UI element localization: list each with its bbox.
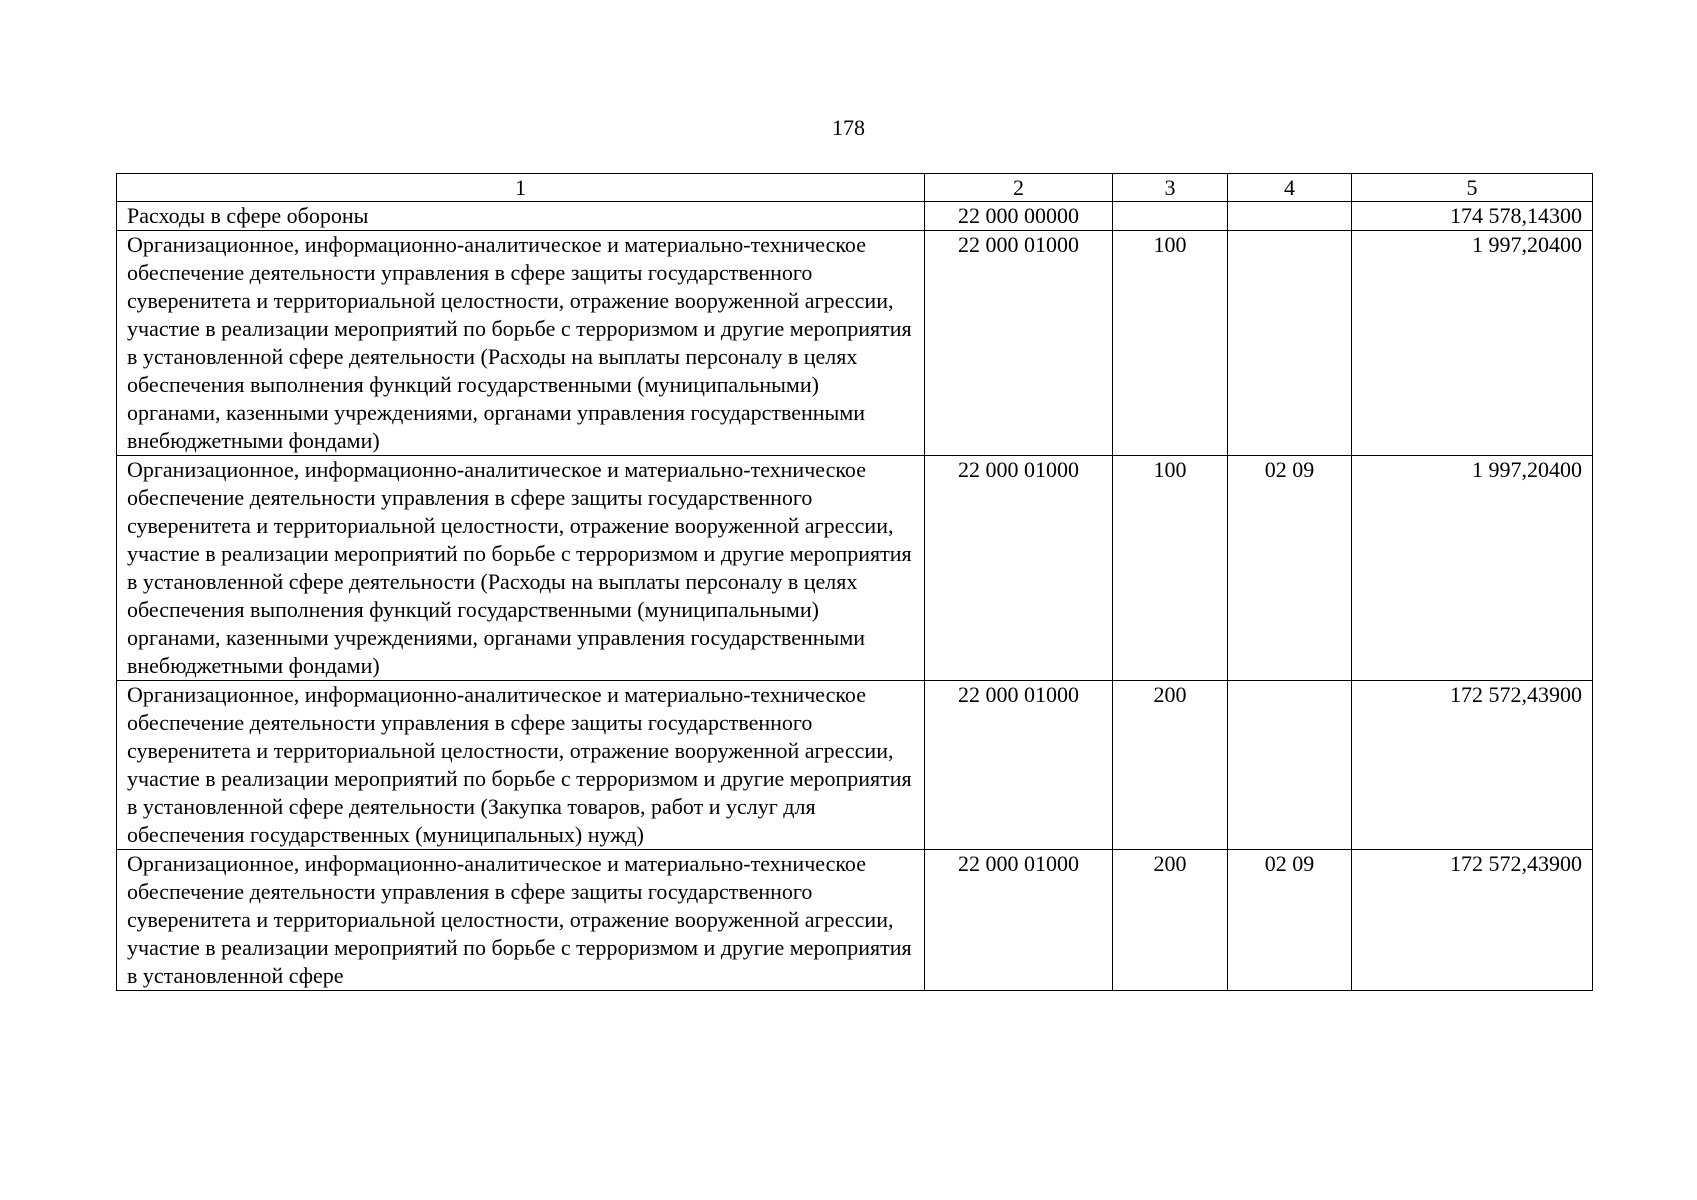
row-code: 22 000 01000: [925, 456, 1113, 681]
budget-table: [116, 173, 1593, 991]
row-vr: 100: [1113, 456, 1228, 681]
table-row: [117, 850, 1593, 991]
row-description: Расходы в сфере обороны: [117, 202, 925, 231]
table-row: [117, 231, 1593, 456]
table-row: [117, 456, 1593, 681]
table-header-row: [117, 174, 1593, 202]
row-code: 22 000 01000: [925, 850, 1113, 991]
table-row: [117, 681, 1593, 850]
row-rz: [1228, 202, 1352, 231]
column-header-1: 1: [117, 174, 925, 202]
row-rz: [1228, 231, 1352, 456]
row-rz: 02 09: [1228, 850, 1352, 991]
page-number: 178: [832, 115, 865, 140]
row-vr: [1113, 202, 1228, 231]
row-description: Организационное, информационно-аналитическое и материально-техническое обеспечение деятельности управления в сфере защиты государственного суверенитета и территориальной целостности, отражение вооруженной агрессии, участие в реализации мероприятий по борьбе с терроризмом и другие мероприятия в установленной сфере деятельности (Расходы на выплаты персоналу в целях обеспечения выполнения функций государственными (муниципальными) органами, казенными учреждениями, органами управления государственными внебюджетными фондами): [117, 456, 925, 681]
row-description: Организационное, информационно-аналитическое и материально-техническое обеспечение деятельности управления в сфере защиты государственного суверенитета и территориальной целостности, отражение вооруженной агрессии, участие в реализации мероприятий по борьбе с терроризмом и другие мероприятия в установленной сфере деятельности (Расходы на выплаты персоналу в целях обеспечения выполнения функций государственными (муниципальными) органами, казенными учреждениями, органами управления государственными внебюджетными фондами): [117, 231, 925, 456]
row-rz: 02 09: [1228, 456, 1352, 681]
row-vr: 100: [1113, 231, 1228, 456]
row-sum: 1 997,20400: [1352, 456, 1593, 681]
row-sum: 172 572,43900: [1352, 850, 1593, 991]
row-description-cell: [117, 850, 925, 991]
table-row: [117, 202, 1593, 231]
row-sum: 174 578,14300: [1352, 202, 1593, 231]
row-vr: 200: [1113, 681, 1228, 850]
column-header-4: 4: [1228, 174, 1352, 202]
column-header-3: 3: [1113, 174, 1228, 202]
row-sum: 172 572,43900: [1352, 681, 1593, 850]
row-code: 22 000 01000: [925, 681, 1113, 850]
row-description: Организационное, информационно-аналитическое и материально-техническое обеспечение деятельности управления в сфере защиты государственного суверенитета и территориальной целостности, отражение вооруженной агрессии, участие в реализации мероприятий по борьбе с терроризмом и другие мероприятия в установленной сфере: [127, 851, 912, 988]
row-description: Организационное, информационно-аналитическое и материально-техническое обеспечение деятельности управления в сфере защиты государственного суверенитета и территориальной целостности, отражение вооруженной агрессии, участие в реализации мероприятий по борьбе с терроризмом и другие мероприятия в установленной сфере деятельности (Закупка товаров, работ и услуг для обеспечения государственных (муниципальных) нужд): [117, 681, 925, 850]
row-code: 22 000 00000: [925, 202, 1113, 231]
row-sum: 1 997,20400: [1352, 231, 1593, 456]
row-vr: 200: [1113, 850, 1228, 991]
column-header-2: 2: [925, 174, 1113, 202]
row-rz: [1228, 681, 1352, 850]
row-code: 22 000 01000: [925, 231, 1113, 456]
column-header-5: 5: [1352, 174, 1593, 202]
